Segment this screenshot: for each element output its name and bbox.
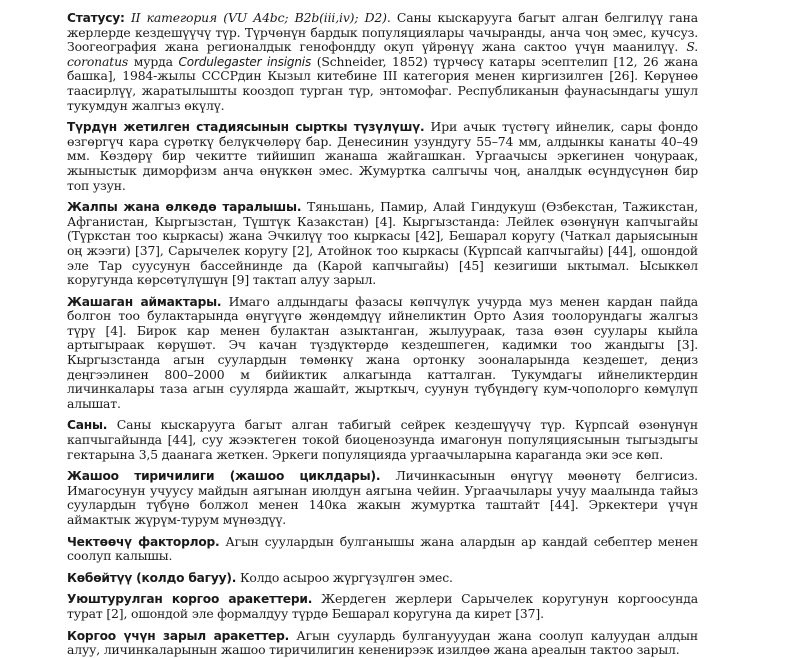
section-heading: Статусу: [67,11,125,25]
section-text: Личинкасынын өнүгүү мөөнөтү белгисиз. Имагосунун учуусу майдын аягынан июлдун аягына чейин. Ургаачылары учуу маалында тайыз суулардын түбүнө болжол менен 140ка жакын жумуртка таштайт [44]. Эркектери үчүн аймактык жүрүм-турум мүнөздүү. [67,468,698,527]
section-morphology [67,120,698,193]
section-protection-measures [67,592,698,621]
section-text: Жердеген жерлери Сарычелек коругунун коргоосунда турат [2], ошондой эле формалдуу түрдө Бешарал коругуна да кирет [37]. [67,591,699,621]
section-text: Агын суулардын булганышы жана алардын ар кандай себептер менен соолуп калышы. [67,533,698,564]
section-text: Ири ачык түстөгү ийнелик, сары фондо өзгөргүч кара сүрөткү белүкчөлөрү бар. Денесинин узундугу 55–74 мм, алдынкы канаты 40–49 мм. Көздөрү бир чекитте тийишип жанаша жайгашкан. Ургаачысы эркегинен чоңураак, жыныстык диморфизм анча өнүккөн эмес. Жумуртка салгычы чоң, аналдык өсүндүсүнөн бир топ узун. [67,119,698,193]
section-heading: Жашаган аймактары. [67,294,222,309]
section-text: Тяньшань, Памир, Алай Гиндукуш (Өзбекстан, Тажикстан, Афганистан, Кыргызстан, Түштүк Казакстан) [4]. Кыргызстанда: Лейлек өзөнүнүн капчыгайы (Түркстан тоо кыркасы) жана Эчкилүү тоо кыркасы [42], Бешарал коругу (Чаткал дарыясынын оң жээги) [37], Сарычелек коругу [2], Атойнок тоо кыркасы (Күрпсай капчыгайы) [44], ошондой эле Тар суусунун бассейнинде да (Карой капчыгайы) [45] кезигиши ыктымал. Ысыккөл коругунда көрсөтүлүшүн [9] тактап алуу зарыл. [67,199,698,288]
section-habitat [67,295,698,412]
section-heading: Саны. [67,418,108,433]
section-abundance [67,418,698,462]
section-distribution [67,200,698,288]
section-text: Саны кыскарууга багыт алган белгилүү гана жерлерде кездешүүчү түр. Түрчөнүн бардык популяциялары чачыранды, анча чоң эмес, кучсуз. Зоогеография жана регионалдык генофондду окуп үйрөнүү жана сактоо үчүн маанилүү. [67,10,698,55]
section-life-cycle [67,469,698,527]
section-heading: Жалпы жана өлкөдө таралышы. [67,200,302,215]
section-heading: Көбөйтүү (колдо багуу). [67,570,237,585]
section-needed-actions [67,629,698,658]
section-text: Агын суулардь булганууудан жана соолуп калуудан алдын алуу, личинкаларынын жашоо тиричилигин кененирээк изилдөө жана ареалын тактоо зарыл. [67,627,698,658]
section-text: (Schneider, 1852) түрчөсү катары эсептелип [12, 26 жана башка], 1984-жылы СССРдин Кызыл китебине III категория менен киргизилген [26]. Көрүнөө таасирлүү, жаратылышты кооздоп турган түр, энтомофаг. Республиканын фаунасындагы ушул тукумдун жалгыз өкүлү. [67,53,698,113]
status-category: II категория (VU A4bc; B2b(iii,iv); D2). [130,10,391,25]
section-text: Саны кыскарууга багыт алган табигый сейрек кездешүүчү түр. Күрпсай өзөнүнүн капчыгайында [44], суу жээктеген токой биоценозунда имагонун популяциясынын тыгыздыгы гектарына 3,5 даанага жеткен. Эркеги популяцияда ургаачыларына караганда эки эсе көп. [67,417,698,462]
section-heading: Уюштурулган коргоо аракеттери. [67,592,313,607]
section-text: мурда [133,53,173,69]
species-name: S. coronatus [67,39,698,69]
section-text: Имаго алдындагы фазасы көпчүлүк учурда муз менен кардан пайда болгон тоо булактарында өнүгүүгө жөндөмдүү ийнеликтин Орто Азия тоолорундагы жалгыз түрү [4]. Бирок кар менен булактан азыктанган, жылуураак, таза өзөн суулары кыйла артыгыраак көрүшөт. Эч качан түздүктөрдө кездешпеген, кадимки тоо жандыгы [3]. Кыргызстанда агын суулардын төмөнкү жана ортонку зооналарында кездешет, деңиз деңгээлинен 800–2000 м бийиктик алкагында катталган. Тукумдагы ийнеликтердин личинкалары таза агын суулярда жашайт, жырткыч, суунун түбүндөгү кум-чополорго көмүлүп алышат. [67,293,698,411]
section-heading: Түрдүн жетилген стадиясынын сырткы түзүлүшү. [67,120,425,135]
section-heading: Жашоо тиричилиги (жашоо циклдары). [67,469,381,484]
section-status [67,11,698,113]
section-breeding [67,571,698,586]
section-text: Колдо асыроо жүргүзүлгөн эмес. [239,569,453,585]
section-heading: Чектөөчү факторлор. [67,534,220,549]
species-name: Cordulegaster insignis [178,54,312,69]
section-heading: Коргоо үчүн зарыл аракеттер. [67,628,290,643]
section-limiting-factors [67,535,698,564]
